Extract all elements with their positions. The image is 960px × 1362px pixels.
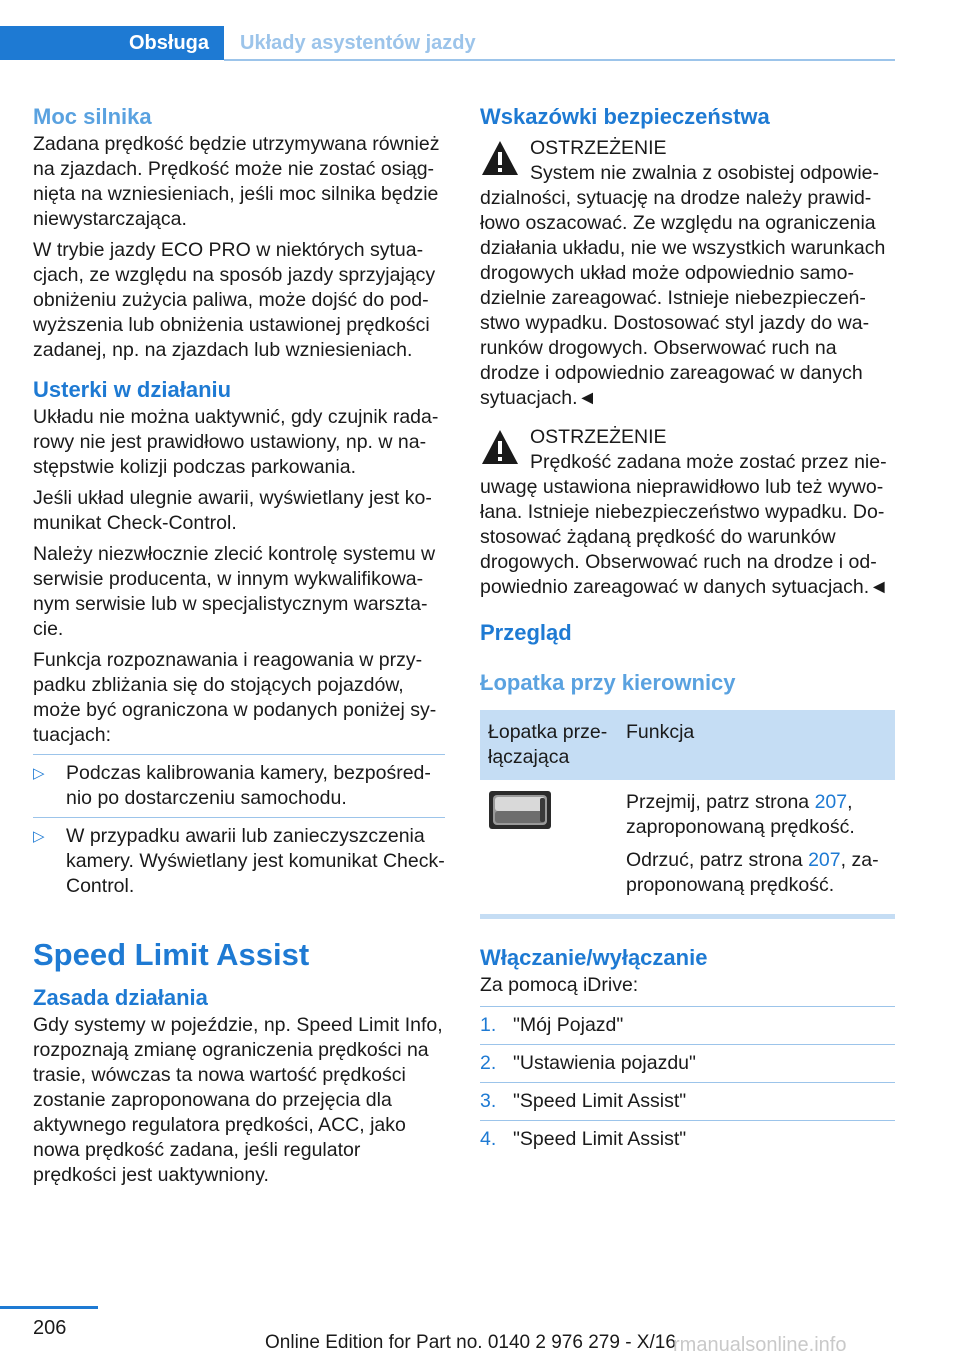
heading-przeglad: Przegląd <box>480 620 572 645</box>
table-header-cell: Funkcja <box>618 710 895 780</box>
warning-text: System nie zwalnia z osobistej odpowiedzialności, sytuację na drodze należy prawidłowo oszacować. Ze względu na ograniczenia działania układu, nie we wszystkich warunkach drogowych układ może odpowiednio samodzielnie zareagować. Istnieje niebezpieczeństwo wypadku. Dostosować styl jazdy do warunków drogowych. Obserwować ruch na drodze i odpowiednio zareagować w danych sytuacjach.◄ <box>480 162 886 409</box>
function-table <box>480 710 895 914</box>
list-item: 1. "Mój Pojazd" <box>480 1006 895 1044</box>
paragraph: Układu nie można uaktywnić, gdy czujnik radarowy nie jest prawidłowo ustawiony, np. w następstwie kolizji podczas parkowania. <box>33 406 439 478</box>
heading-usterki: Usterki w działaniu <box>33 377 232 402</box>
footer-divider <box>0 1306 98 1309</box>
warning-text: Prędkość zadana może zostać przez nieuwagę ustawiona nieprawidłowo lub też wywołana. Istnieje niebezpieczeństwo wypadku. Dostosować żądaną prędkość do warunków drogowych. Obserwować ruch na drodze i odpowiednio zareagować w danych sytuacjach.◄ <box>480 451 889 598</box>
heading-lopatka: Łopatka przy kierownicy <box>480 670 736 695</box>
warning-title: OSTRZEŻENIE <box>530 137 667 159</box>
table-cell-text: Przejmij, patrz strona 207, zaproponowaną prędkość. <box>626 791 855 838</box>
watermark: rmanualsonline.info <box>673 1334 847 1356</box>
paragraph: Za pomocą iDrive: <box>480 974 639 996</box>
heading-zasada: Zasada działania <box>33 985 208 1010</box>
header-divider <box>224 59 895 61</box>
warning-block <box>480 425 895 600</box>
chapter-tab[interactable]: Obsługa <box>0 26 224 60</box>
table-header-cell: Łopatka przełączająca <box>480 710 618 780</box>
list-item: 3. "Speed Limit Assist" <box>480 1082 895 1120</box>
right-column <box>480 102 895 1158</box>
warning-block <box>480 136 895 411</box>
steps-list <box>480 1006 895 1158</box>
heading-wlaczanie: Włączanie/wyłączanie <box>480 945 708 970</box>
page-header <box>0 26 895 62</box>
warning-triangle-icon <box>480 427 520 467</box>
warning-title: OSTRZEŻENIE <box>530 426 667 448</box>
page-link[interactable]: 207 <box>808 849 841 871</box>
bullet-list <box>33 754 445 905</box>
paragraph: Gdy systemy w pojeździe, np. Speed Limit Info, rozpoznają zmianę ograniczenia prędkości na trasie, wówczas ta nowa wartość prędkości zostanie zaproponowana do przejęcia dla aktywnego regulatora prędkości, ACC, jako nowa prędkość zadana, jeśli regulator prędkości jest uaktywniony. <box>33 1014 443 1186</box>
heading-moc-silnika: Moc silnika <box>33 104 152 129</box>
page-link[interactable]: 207 <box>814 791 848 813</box>
list-item: ▷ W przypadku awarii lub zanieczyszczenia kamery. Wyświetlany jest komunikat Check-Control. <box>33 817 445 905</box>
table-cell-text: Odrzuć, patrz strona 207, zaproponowaną prędkość. <box>626 849 879 896</box>
paragraph: Funkcja rozpoznawania i reagowania w przypadku zbliżania się do stojących pojazdów, może być ograniczona w podanych poniżej sytuacjach: <box>33 649 437 746</box>
table-row <box>480 780 895 914</box>
table-bottom-rule <box>480 914 895 919</box>
list-item: ▷ Podczas kalibrowania kamery, bezpośrednio po dostarczeniu samochodu. <box>33 754 445 817</box>
section-tab[interactable]: Układy asystentów jazdy <box>240 32 476 54</box>
paragraph: Zadana prędkość będzie utrzymywana również na zjazdach. Prędkość może nie zostać osiągnięta na wzniesieniach, jeśli moc silnika będzie niewystarczająca. <box>33 133 440 230</box>
edition-text: Online Edition for Part no. 0140 2 976 279 - X/16 <box>265 1332 676 1353</box>
warning-triangle-icon <box>480 138 520 178</box>
list-item: 4. "Speed Limit Assist" <box>480 1120 895 1158</box>
table-header-row <box>480 710 895 780</box>
paragraph: W trybie jazdy ECO PRO w niektórych sytuacjach, ze względu na sposób jazdy sprzyjający obniżeniu zużycia paliwa, może dojść do podwyższenia lub obniżenia ustawionej prędkości zadanej, np. na zjazdach lub wzniesieniach. <box>33 239 436 361</box>
heading-wskazowki: Wskazówki bezpieczeństwa <box>480 104 770 129</box>
bullet-marker-icon: ▷ <box>33 828 45 845</box>
paragraph: Należy niezwłocznie zlecić kontrolę systemu w serwisie producenta, w innym wykwalifikowanym serwisie lub w specjalistycznym warsztacie. <box>33 543 436 640</box>
steering-paddle-icon <box>488 790 552 830</box>
heading-speed-limit-assist: Speed Limit Assist <box>33 937 310 972</box>
paragraph: Jeśli układ ulegnie awarii, wyświetlany jest komunikat Check-Control. <box>33 487 432 534</box>
bullet-marker-icon: ▷ <box>33 765 45 782</box>
page-number: 206 <box>33 1317 67 1339</box>
left-column <box>33 102 445 1194</box>
list-item: 2. "Ustawienia pojazdu" <box>480 1044 895 1082</box>
